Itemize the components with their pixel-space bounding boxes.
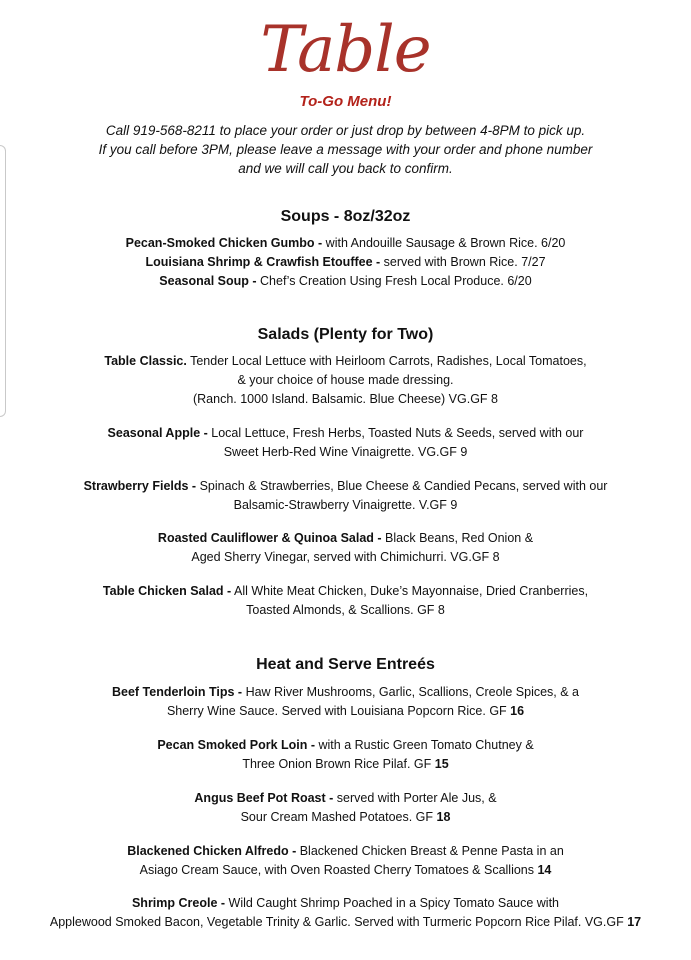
item-desc-line: (Ranch. 1000 Island. Balsamic. Blue Cheese) VG.GF 8	[192, 392, 498, 406]
item-name: Beef Tenderloin Tips -	[111, 685, 243, 699]
section-title-entrees: Heat and Serve Entreés	[256, 656, 435, 673]
item-desc-line: & your choice of house made dressing.	[237, 373, 454, 387]
item-price: 15	[434, 757, 449, 771]
item-name: Louisiana Shrimp & Crawfish Etouffee -	[145, 255, 381, 269]
intro-line: and we will call you back to confirm.	[238, 161, 453, 176]
ordering-instructions	[0, 121, 691, 178]
item-desc-line: Aged Sherry Vinegar, served with Chimichurri. VG.GF 8	[191, 550, 500, 564]
restaurant-logo: Table	[260, 13, 431, 87]
item-desc: with a Rustic Green Tomato Chutney &	[315, 738, 534, 752]
item-desc: Blackened Chicken Breast & Penne Pasta in an	[296, 844, 564, 858]
item-desc: Tender Local Lettuce with Heirloom Carrots, Radishes, Local Tomatoes,	[186, 354, 587, 368]
menu-subtitle: To-Go Menu!	[299, 93, 392, 110]
item-desc-line: Sherry Wine Sauce. Served with Louisiana Popcorn Rice. GF	[166, 704, 511, 718]
item-desc: Black Beans, Red Onion &	[381, 531, 534, 545]
item-desc-line: Toasted Almonds, & Scallions. GF 8	[246, 603, 445, 617]
item-name: Pecan Smoked Pork Loin -	[157, 738, 316, 752]
item-name: Roasted Cauliflower & Quinoa Salad -	[157, 531, 382, 545]
item-desc: served with Porter Ale Jus, &	[333, 791, 497, 805]
item-desc-line: Sweet Herb-Red Wine Vinaigrette. VG.GF 9	[223, 445, 468, 459]
item-desc: Wild Caught Shrimp Poached in a Spicy Tomato Sauce with	[225, 896, 560, 910]
menu-item	[0, 253, 691, 272]
item-name: Table Chicken Salad -	[102, 584, 232, 598]
menu-item	[0, 477, 691, 515]
menu-item	[0, 683, 691, 721]
item-desc-line: Balsamic-Strawberry Vinaigrette. V.GF 9	[233, 498, 458, 512]
item-name: Angus Beef Pot Roast -	[194, 791, 334, 805]
menu-item	[0, 529, 691, 567]
item-name: Table Classic.	[104, 354, 187, 368]
menu-item	[0, 234, 691, 253]
item-desc: Haw River Mushrooms, Garlic, Scallions, Creole Spices, & a	[242, 685, 580, 699]
menu-item	[0, 272, 691, 291]
item-price: 16	[510, 704, 525, 718]
item-desc: All White Meat Chicken, Duke’s Mayonnaise, Dried Cranberries,	[231, 584, 589, 598]
item-name: Blackened Chicken Alfredo -	[127, 844, 297, 858]
item-name: Seasonal Soup -	[159, 274, 257, 288]
section-title-soups: Soups - 8oz/32oz	[280, 208, 411, 225]
menu-item	[0, 842, 691, 880]
intro-line: If you call before 3PM, please leave a message with your order and phone number	[98, 142, 593, 157]
item-price: 18	[436, 810, 451, 824]
menu-item	[0, 352, 691, 409]
menu-item	[0, 789, 691, 827]
menu-item	[0, 582, 691, 620]
item-name: Shrimp Creole -	[131, 896, 226, 910]
item-name: Seasonal Apple -	[107, 426, 208, 440]
item-desc: Chef’s Creation Using Fresh Local Produce. 6/20	[256, 274, 532, 288]
menu-item	[0, 736, 691, 774]
item-desc: Spinach & Strawberries, Blue Cheese & Candied Pecans, served with our	[196, 479, 608, 493]
item-desc: with Andouille Sausage & Brown Rice. 6/20	[322, 236, 566, 250]
section-title-salads: Salads (Plenty for Two)	[257, 326, 434, 343]
item-desc-line: Asiago Cream Sauce, with Oven Roasted Cherry Tomatoes & Scallions	[139, 863, 538, 877]
intro-line: Call 919-568-8211 to place your order or just drop by between 4-8PM to pick up.	[105, 123, 586, 138]
item-name: Pecan-Smoked Chicken Gumbo -	[125, 236, 323, 250]
item-desc: Local Lettuce, Fresh Herbs, Toasted Nuts & Seeds, served with our	[207, 426, 584, 440]
item-desc-line: Sour Cream Mashed Potatoes. GF	[240, 810, 437, 824]
item-name: Strawberry Fields -	[83, 479, 197, 493]
item-desc-line: Three Onion Brown Rice Pilaf. GF	[242, 757, 435, 771]
item-price: 14	[537, 863, 552, 877]
item-price: 17	[627, 915, 642, 929]
item-desc-line: Applewood Smoked Bacon, Vegetable Trinity & Garlic. Served with Turmeric Popcorn Rice Pilaf. VG.GF	[49, 915, 628, 929]
item-desc: served with Brown Rice. 7/27	[380, 255, 546, 269]
menu-item	[0, 894, 691, 932]
menu-item	[0, 424, 691, 462]
